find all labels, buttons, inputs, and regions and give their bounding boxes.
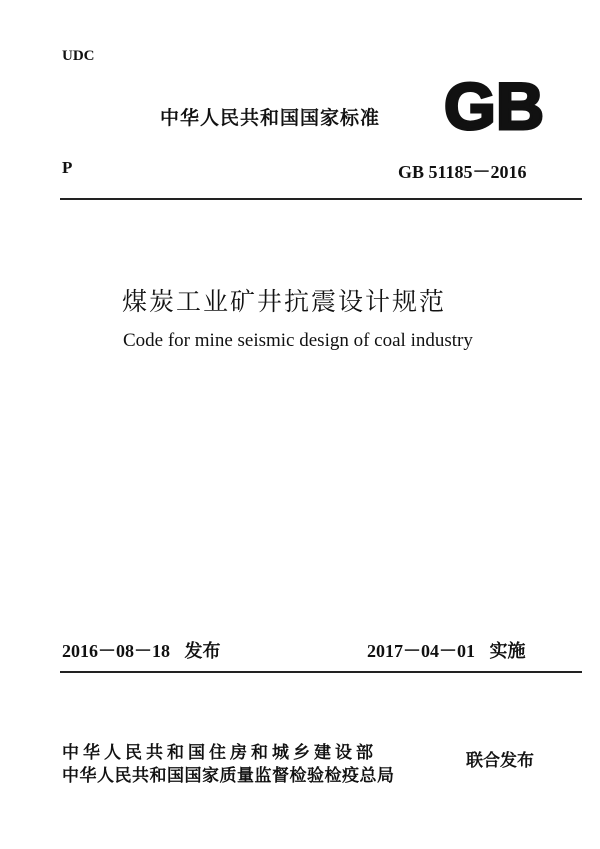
- issue-date: 2016－08－18: [62, 641, 170, 661]
- title-english: Code for mine seismic design of coal industry: [123, 330, 473, 351]
- issue-date-line: [62, 637, 221, 663]
- standard-number: GB 51185－2016: [398, 162, 527, 182]
- classification-code: P: [62, 158, 73, 177]
- issuer-quality-administration: 中华人民共和国国家质量监督检验检疫总局: [62, 766, 395, 786]
- gb-logo-text: GB: [444, 73, 544, 135]
- joint-issue-label: 联合发布: [466, 751, 534, 771]
- implement-date: 2017－04－01: [367, 641, 475, 661]
- issue-label: 发布: [184, 641, 221, 662]
- bottom-divider: [60, 671, 582, 673]
- gb-logo: [443, 73, 546, 135]
- standard-type: 中华人民共和国国家标准: [160, 107, 381, 129]
- top-divider: [60, 198, 582, 200]
- implement-date-line: [367, 637, 526, 663]
- title-chinese: 煤炭工业矿井抗震设计规范: [122, 287, 447, 316]
- issuer-housing-ministry: 中华人民共和国住房和城乡建设部: [62, 743, 377, 763]
- implement-label: 实施: [489, 641, 526, 662]
- udc-label: UDC: [62, 48, 95, 64]
